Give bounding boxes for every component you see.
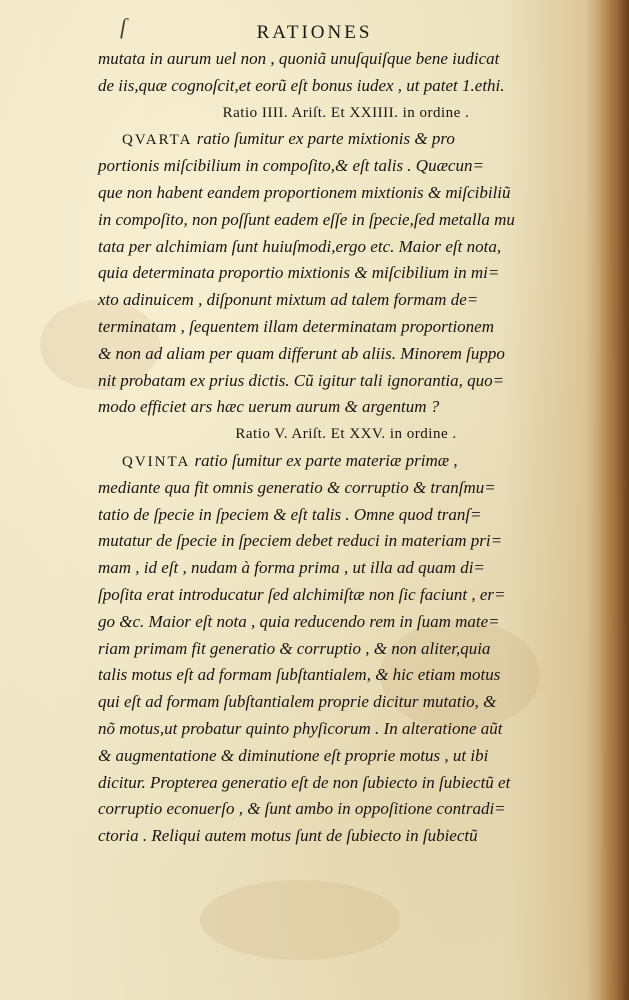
- text-line: nit probatam ex prius dictis. Cũ igitur tali ignorantia, quo=: [98, 370, 505, 390]
- section-heading: Ratio IIII. Ariſt. Et XXIIII. in ordine .: [222, 104, 470, 121]
- text-line: de iis,quæ cognoſcit,et eorũ eſt bonus iudex , ut patet 1.ethi.: [98, 75, 505, 95]
- initial-word: QVINTA: [122, 453, 191, 470]
- text-line: [98, 126, 594, 153]
- spine-shadow: [599, 0, 629, 1000]
- text-line: talis motus eſt ad formam ſubſtantialem, & hic etiam motus: [98, 665, 501, 685]
- text-line: dicitur. Propterea generatio eſt de non ſubiecto in ſubiectũ et: [98, 772, 511, 792]
- text-line: riam primam fit generatio & corruptio , & non aliter,quia: [98, 638, 491, 658]
- text-line: & non ad aliam per quam differunt ab aliis. Minorem ſuppo: [98, 343, 505, 363]
- body-text: [98, 46, 594, 850]
- text-line: ſpoſita erat introducatur ſed alchimiſtæ non ſic faciunt , er=: [98, 584, 506, 604]
- text-line: corruptio econuerſo , & ſunt ambo in oppoſitione contradi=: [98, 799, 506, 819]
- text-line: qui eſt ad formam ſubſtantialem proprie dicitur mutatio, &: [98, 692, 497, 712]
- text-line: & augmentatione & diminutione eſt proprie motus , ut ibi: [98, 745, 489, 765]
- text-line: portionis miſcibilium in compoſito,& eſt talis . Quæcun=: [98, 156, 484, 176]
- paper-stain: [200, 880, 400, 960]
- text-line: terminatam , ſequentem illam determinatam proportionem: [98, 316, 494, 336]
- text-line: ctoria . Reliqui autem motus ſunt de ſubiecto in ſubiectũ: [98, 826, 478, 846]
- text-line: tata per alchimiam ſunt huiuſmodi,ergo etc. Maior eſt nota,: [98, 236, 502, 256]
- text-line: mediante qua fit omnis generatio & corruptio & tranſmu=: [98, 477, 496, 497]
- text-line: mutata in aurum uel non , quoniã unuſquiſque bene iudicat: [98, 49, 500, 68]
- text-line: que non habent eandem proportionem mixtionis & miſcibiliũ: [98, 182, 511, 202]
- text-line-content: ratio ſumitur ex parte mixtionis & pro: [196, 129, 455, 149]
- text-line: in compoſito, non poſſunt eadem eſſe in ſpecie,ſed metalla mu: [98, 209, 515, 229]
- text-line: quia determinata proportio mixtionis & miſcibilium in mi=: [98, 263, 500, 283]
- text-line: go &c. Maior eſt nota , quia reducendo rem in ſuam mate=: [98, 611, 500, 631]
- text-line: nõ motus,ut probatur quinto phyſicorum . In alteratione aũt: [98, 718, 503, 738]
- ink-mark: ſ: [120, 14, 127, 39]
- text-line-content: ratio ſumitur ex parte materiæ primæ ,: [194, 450, 458, 470]
- text-line: mam , id eſt , nudam à forma prima , ut illa ad quam di=: [98, 558, 485, 578]
- text-line: modo efficiet ars hæc uerum aurum & argentum ?: [98, 397, 440, 417]
- running-title: RATIONES: [256, 22, 373, 43]
- initial-word: QVARTA: [122, 132, 193, 149]
- text-line: mutatur de ſpecie in ſpeciem debet reduci in materiam pri=: [98, 531, 503, 551]
- text-line: xto adinuicem , diſponunt mixtum ad talem formam de=: [98, 290, 479, 310]
- section-heading: Ratio V. Ariſt. Et XXV. in ordine .: [235, 426, 457, 443]
- text-line: [98, 448, 594, 475]
- text-line: tatio de ſpecie in ſpeciem & eſt talis . Omne quod tranſ=: [98, 504, 482, 524]
